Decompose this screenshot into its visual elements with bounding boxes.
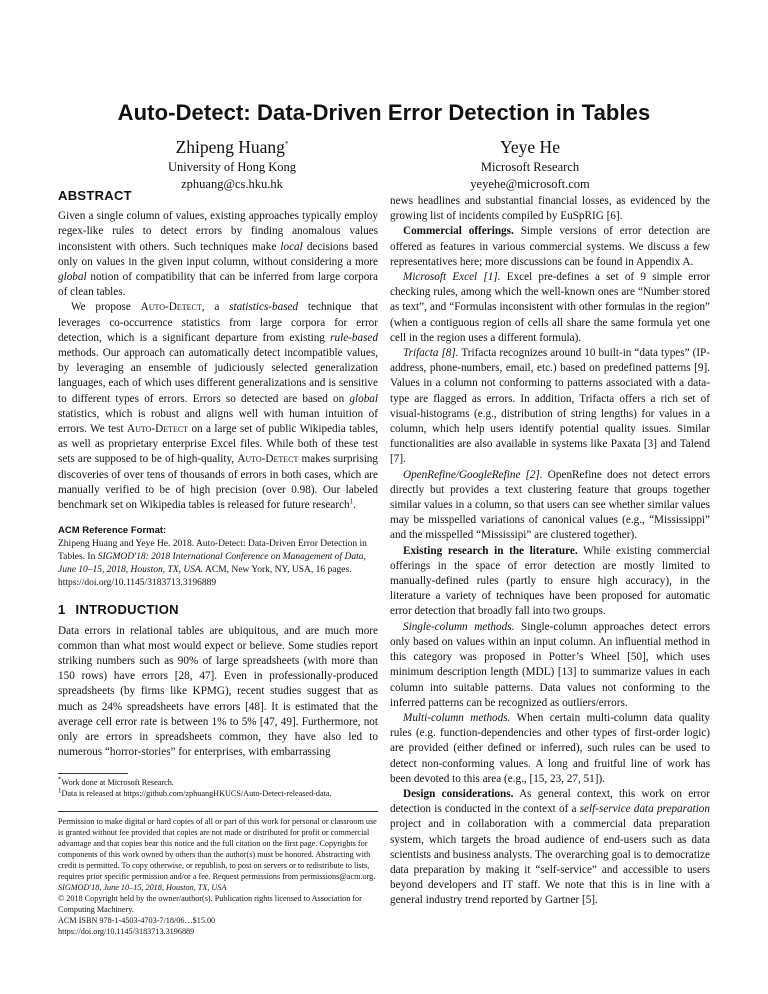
conference-line: SIGMOD'18, June 10–15, 2018, Houston, TX, USA <box>58 882 227 892</box>
footnote-1: *Work done at Microsoft Research. <box>58 774 174 787</box>
author-affiliation: University of Hong Kong <box>167 160 297 174</box>
abstract-paragraph-1: Given a single column of values, existing approaches typically employ regex-like rules to detect errors by finding anomalous values inconsistent with others. Such techniques make local decisions based only on values in the given input column, without considering a more global notion of compatibility that can be inferred from large corpora of clean tables. <box>58 210 379 299</box>
abstract-heading: ABSTRACT <box>58 188 132 203</box>
acm-reference-heading: ACM Reference Format: <box>58 525 167 537</box>
copyright-line: © 2018 Copyright held by the owner/author(s). Publication rights licensed to Association for Computing Machinery. <box>58 893 362 914</box>
paragraph-existing-research: Existing research in the literature. While existing commercial offerings in the space of error detection are mostly limited to manually-defined rules (partly to ensure high accuracy), in the literature a variety of techniques have been proposed for automatic error detection that broadly fall into two groups. <box>390 544 710 618</box>
paragraph-single-column: Single-column methods. Single-column approaches detect errors only based on values within an input column. An influential method in this category was proposed in Potter’s Wheel [50], which uses minimum description length (MDL) [13] to summarize values in each column into suitable patterns. Data values not conforming to the inferred patterns can be recognized as outliers/errors. <box>390 620 710 709</box>
author-name: Yeye He <box>500 137 560 157</box>
permission-notice: Permission to make digital or hard copies of all or part of this work for personal or classroom use is granted without fee provided that copies are not made or distributed for profit or commercial advantage and that copies bear this notice and the full citation on the first page. Copyrights for components of this work owned by others than the author(s) must be honored. Abstracting with credit is permitted. To copy otherwise, or republish, to post on servers or to redistribute to lists, requires prior specific permission and/or a fee. Request permissions from permissions@acm.org. <box>58 816 377 881</box>
acm-reference-text: Zhipeng Huang and Yeye He. 2018. Auto-Detect: Data-Driven Error Detection in Tables. In SIGMOD'18: 2018 International Conference on Management of Data, June 10–15, 2018, Houston, TX, USA. ACM, New York, NY, USA, 16 pages. https://doi.org/10.1145/3183713.3196889 <box>58 539 367 589</box>
paragraph-trifacta: Trifacta [8]. Trifacta recognizes around 10 built-in “data types” (IP-address, phone-numbers, email, etc.) based on predefined patterns [9]. Values in a column not conforming to patterns associated with a data-type are flagged as errors. In addition, Trifacta offers a rich set of visual-histograms (e.g., distribution of string lengths) for values in a column, which help users identify potential quality issues. Similar functionalities are also available in systems like Paxata [3] and Talend [7]. <box>390 347 710 466</box>
author-name: Zhipeng Huang* <box>175 137 289 157</box>
isbn-line: ACM ISBN 978-1-4503-4703-7/18/06…$15.00 <box>58 915 216 925</box>
doi-line: https://doi.org/10.1145/3183713.3196889 <box>58 926 195 936</box>
paper-title: Auto-Detect: Data-Driven Error Detection in Tables <box>117 100 651 125</box>
permission-divider <box>58 811 378 812</box>
paragraph-continued: news headlines and substantial financial losses, as evidenced by the growing list of incidents compiled by EuSpRIG [6]. <box>390 195 710 223</box>
paragraph-openrefine: OpenRefine/GoogleRefine [2]. OpenRefine does not detect errors directly but provides a text clustering feature that groups together similar values in a column, so that users can see whether similar values may be misspelled variations of canonical values (e.g., “Mississippi” and the misspelled “Mississipi” are clustered together). <box>390 468 711 542</box>
left-column <box>58 188 378 937</box>
paragraph-commercial: Commercial offerings. Simple versions of error detection are offered as features in various commercial systems. We discuss a few representatives here; more discussions can be found in Appendix A. <box>390 225 711 268</box>
abstract-paragraph-2: We propose Auto-Detect, a statistics-based technique that leverages co-occurrence statistics from large corpora for error detection, which is a significant departure from existing rule-based methods. Our approach can automatically detect incompatible values, by leveraging an ensemble of judiciously selected generalization languages, each of which uses different generalizations and is sensitive to different types of errors. Errors so detected are based on global statistics, which is robust and aligns well with human intuition of errors. We test Auto-Detect on a large set of public Wikipedia tables, as well as proprietary enterprise Excel files. While both of these test sets are supposed to be of high-quality, Auto-Detect makes surprising discoveries of over tens of thousands of errors in both cases, which are manually verified to be of high precision (over 0.98). Our labeled benchmark set on Wikipedia tables is released for future research$^1$. <box>58 301 378 512</box>
intro-heading: 1 INTRODUCTION <box>58 602 179 618</box>
paragraph-design: Design considerations. As general context, this work on error detection is conducted in the context of a self-service data preparation project and in collaboration with a commercial data preparation system, which targets the broad audience of end-users such as data scientists and business analysts. The overarching goal is to democratize data preparation by making it “self-service” and accessible to users beyond developers and IT staff. We note that this is in line with a general industry trend reported by Gartner [5]. <box>390 787 710 907</box>
intro-paragraph-1: Data errors in relational tables are ubiquitous, and are much more common than what most would expect or believe. Some studies report striking numbers such as 90% of large spreadsheets (with more than 150 rows) have errors [28, 47]. Even in professionally-produced spreadsheets (by firms like KPMG), recent studies suggest that as much as 24% spreadsheets have errors [48]. It is estimated that the average cell error rate is between 1% to 5% [47, 49]. Furthermore, not only are errors in spreadsheets common, they have also led to numerous “horror-stories” for enterprises, with embarrassing <box>58 624 378 759</box>
author-email: yeyehe@microsoft.com <box>470 177 590 191</box>
author-email: zphuang@cs.hku.hk <box>181 177 283 191</box>
right-column <box>390 194 710 909</box>
footnote-2: $^1$Data is released at https://github.com/zphuangHKUCS/Auto-Detect-released-data. <box>58 785 332 798</box>
paragraph-multi-column: Multi-column methods. When certain multi-column data quality rules (e.g. function-dependencies and other types of first-order logic) are provided (either defined or inferred), such rules can be used to detect non-conforming values. A long and fruitful line of work has been devoted to this area (e.g., [15, 23, 27, 51]). <box>390 711 711 785</box>
paragraph-excel: Microsoft Excel [1]. Excel pre-defines a set of 9 simple error checking rules, among which the well-known ones are “Number stored as text”, and “Formulas inconsistent with other formulas in the region” (when a contiguous region of cells all share the same formula yet one cell in the region uses a different formula). <box>390 271 710 344</box>
author-affiliation: Microsoft Research <box>480 160 580 174</box>
author-block-1 <box>82 137 382 193</box>
footnote-divider <box>58 773 128 774</box>
author-block-2 <box>380 137 680 193</box>
